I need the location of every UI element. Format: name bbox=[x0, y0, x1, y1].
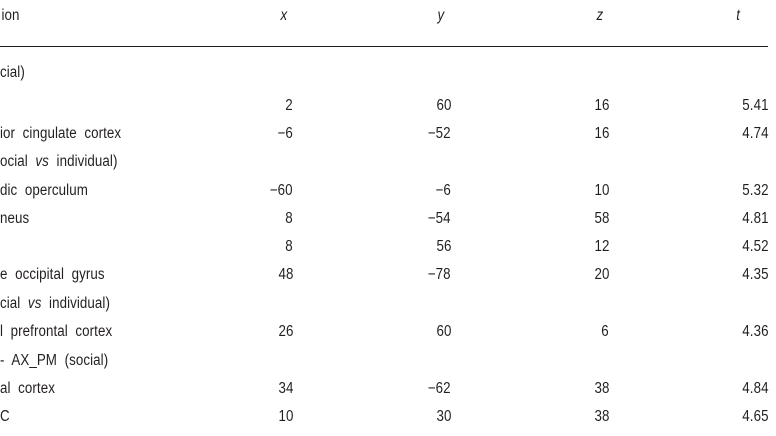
row-region-label bbox=[0, 210, 29, 228]
row-t-value: 4.35 bbox=[742, 266, 769, 283]
row-t-value: 4.65 bbox=[742, 408, 769, 425]
row-z-value: 6 bbox=[601, 323, 609, 340]
row-z-value: 10 bbox=[593, 182, 609, 199]
row-x-value: 2 bbox=[285, 97, 293, 114]
row-z-value: 16 bbox=[593, 125, 609, 142]
row-t-value: 5.41 bbox=[742, 97, 769, 114]
header-t: t bbox=[736, 7, 741, 24]
row-t-value: 4.81 bbox=[742, 210, 769, 227]
row-z-value: 38 bbox=[593, 380, 609, 397]
row-region-label bbox=[0, 64, 25, 82]
row-x-value: 48 bbox=[277, 266, 293, 283]
row-x-value: 34 bbox=[277, 380, 293, 397]
header-z: z bbox=[596, 7, 604, 24]
row-region-label bbox=[0, 295, 110, 313]
row-t-value: 4.74 bbox=[742, 125, 769, 142]
row-region-label bbox=[0, 153, 117, 171]
region-text: dic operculum bbox=[0, 182, 88, 199]
region-text: individual) bbox=[41, 295, 110, 312]
row-t-value: 4.84 bbox=[742, 380, 769, 397]
row-region-label bbox=[0, 323, 112, 341]
region-text: neus bbox=[0, 210, 30, 227]
row-region-label bbox=[0, 266, 105, 284]
row-x-value: −6 bbox=[277, 125, 293, 142]
row-z-value: 12 bbox=[593, 238, 609, 255]
header-x: x bbox=[280, 7, 288, 24]
row-z-value: 20 bbox=[593, 266, 609, 283]
row-z-value: 16 bbox=[593, 97, 609, 114]
row-region-label bbox=[0, 182, 88, 200]
region-text: - AX_PM (social) bbox=[0, 352, 109, 369]
row-x-value: 10 bbox=[277, 408, 293, 425]
row-x-value: 8 bbox=[285, 238, 293, 255]
region-text: al cortex bbox=[0, 380, 55, 397]
row-y-value: −78 bbox=[428, 266, 451, 283]
region-text: e occipital gyrus bbox=[0, 266, 105, 283]
row-t-value: 4.36 bbox=[742, 323, 769, 340]
region-text: l prefrontal cortex bbox=[0, 323, 113, 340]
row-y-value: 60 bbox=[435, 323, 451, 340]
region-text: individual) bbox=[48, 153, 118, 170]
region-text: ior cingulate cortex bbox=[0, 125, 122, 142]
row-z-value: 38 bbox=[593, 408, 609, 425]
region-text: C bbox=[0, 408, 10, 425]
row-y-value: −6 bbox=[435, 182, 451, 199]
row-region-label bbox=[0, 408, 10, 426]
row-t-value: 5.32 bbox=[742, 182, 769, 199]
row-region-label bbox=[0, 352, 108, 370]
row-t-value: 4.52 bbox=[742, 238, 769, 255]
row-y-value: 56 bbox=[435, 238, 451, 255]
row-region-label bbox=[0, 380, 55, 398]
region-text: cial) bbox=[0, 64, 25, 81]
row-z-value: 58 bbox=[593, 210, 609, 227]
row-y-value: −62 bbox=[428, 380, 451, 397]
row-x-value: −60 bbox=[270, 182, 293, 199]
region-italic-text: vs bbox=[27, 295, 42, 312]
row-y-value: 30 bbox=[435, 408, 451, 425]
row-y-value: −54 bbox=[428, 210, 451, 227]
row-y-value: 60 bbox=[435, 97, 451, 114]
row-x-value: 26 bbox=[277, 323, 293, 340]
region-text: cial bbox=[0, 295, 28, 312]
region-italic-text: vs bbox=[35, 153, 49, 170]
header-region: ion bbox=[1, 7, 20, 24]
row-y-value: −52 bbox=[428, 125, 451, 142]
row-region-label bbox=[0, 125, 121, 143]
header-rule bbox=[0, 46, 768, 47]
header-y: y bbox=[437, 7, 445, 24]
region-text: ocial bbox=[0, 153, 36, 170]
row-x-value: 8 bbox=[285, 210, 293, 227]
